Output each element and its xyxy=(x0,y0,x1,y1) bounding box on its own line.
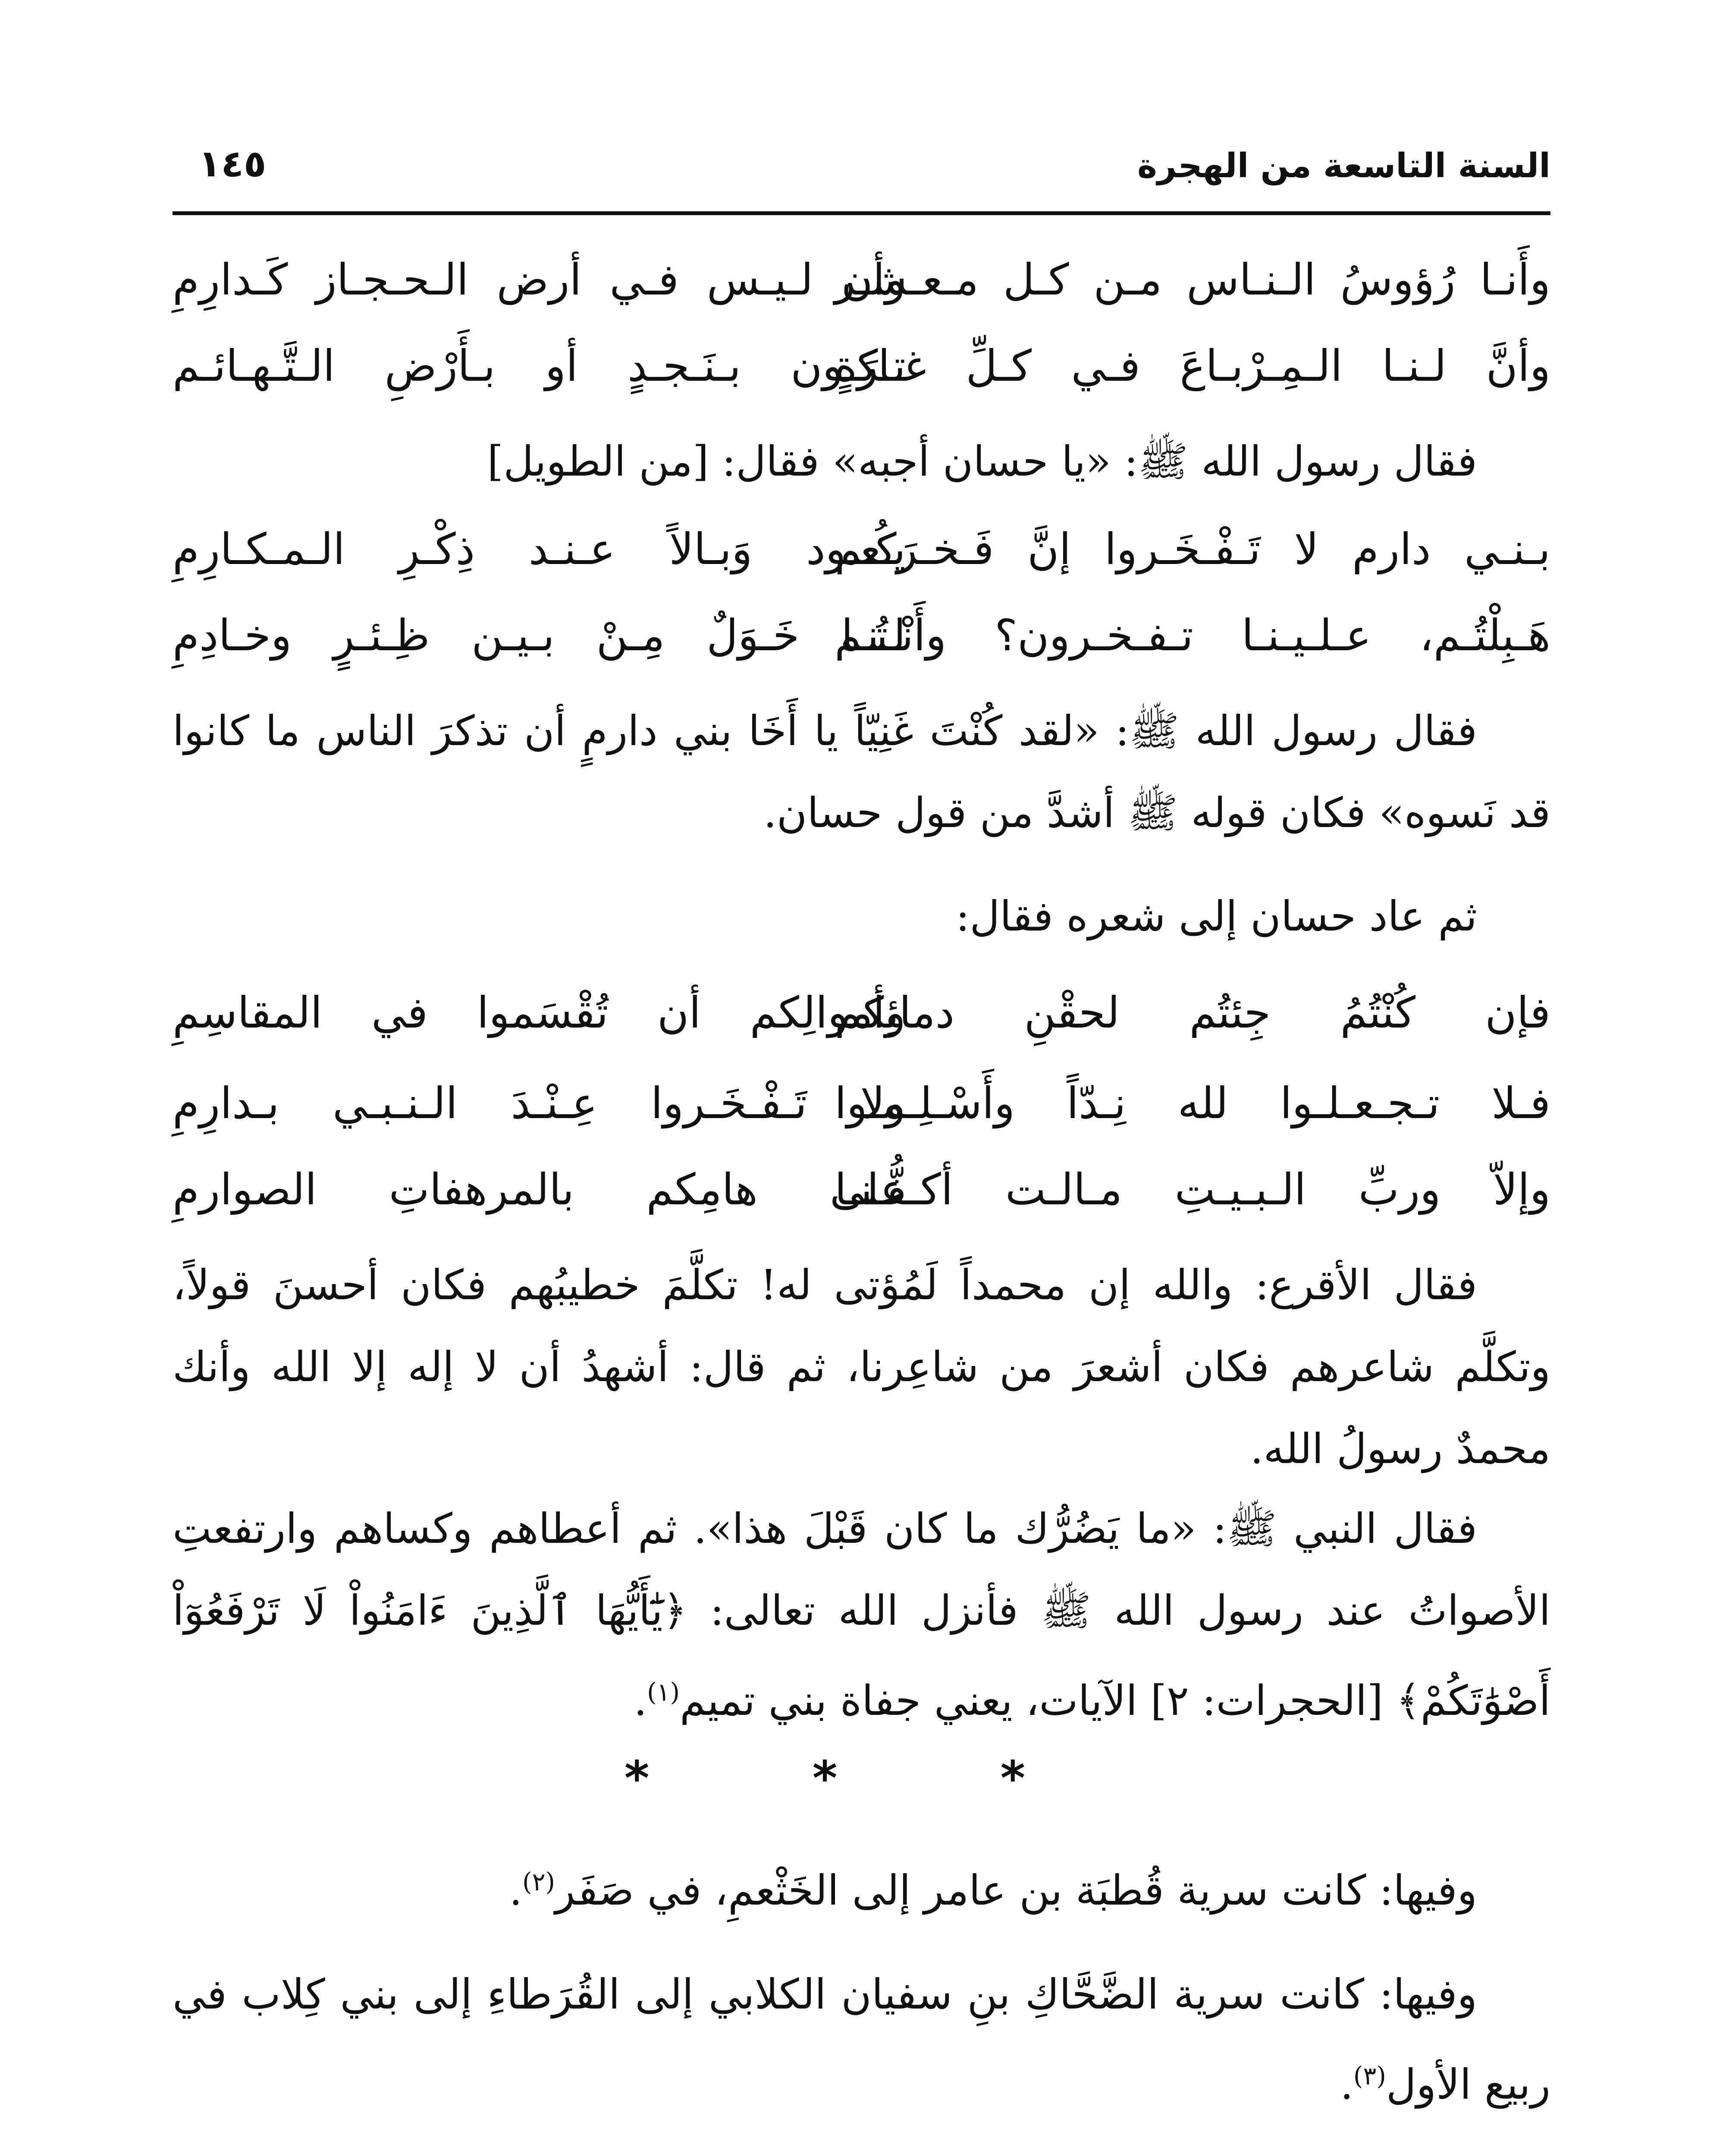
footnote-marker: (١) xyxy=(647,1678,680,1707)
verse-first-hemistich: بـنـي دارم لا تَـفْـخَـروا إنَّ فَـخـرَكُـم xyxy=(835,524,1550,574)
verse-second-hemistich: يـعـود وَبـالاً عـنـد ذِكْـرِ الـمـكـارِمِ xyxy=(173,524,906,574)
page-number: ١٤٥ xyxy=(198,142,267,185)
running-head: السنة التاسعة من الهجرة xyxy=(1137,147,1550,185)
paragraph: ثم عاد حسان إلى شعره فقال: xyxy=(956,892,1477,940)
page-header xyxy=(173,129,1550,215)
verse-second-hemistich: لـنـا خَـوَلٌ مِـنْ بـيـن ظِـئـرٍ وخـادِمِ xyxy=(173,610,906,661)
paragraph-text: وفيها: كانت سرية قُطبَة بن عامر إلى الخَثْعمِ، في صَفَر xyxy=(555,1866,1477,1915)
paragraph: فقال رسول الله ﷺ: «يا حسان أجبه» فقال: [من الطويل] xyxy=(487,437,1477,486)
verse-line xyxy=(173,341,1550,418)
verse-first-hemistich: هَـبِلْتُـم، عـلـيـنـا تـفـخـرون؟ وأَنْـتُـم xyxy=(835,610,1550,661)
paragraph xyxy=(173,1841,1550,1931)
paragraph: فقال رسول الله ﷺ: «لقد كُنْتَ غَنِيّاً يا أَخَا بني دارمٍ أن تذكرَ الناس ما كانوا قد نَسوه» فكان قوله ﷺ أشدَّ من قول حسان. xyxy=(173,707,1550,837)
verse-second-hemistich: وأن لـيـس فـي أرض الـحـجـاز كَـدارِمِ xyxy=(173,254,906,305)
verse-first-hemistich: فإن كُنْتُمُ جِئتُم لحقْنِ دمائِكم xyxy=(835,987,1550,1038)
verse-second-hemistich: ولا تَـفْـخَـروا عِـنْـدَ الـنـبـي بـدارِمِ xyxy=(173,1078,906,1128)
paragraph-end: . xyxy=(1340,2060,1353,2109)
footnote-marker: (٢) xyxy=(522,1868,556,1896)
footnote-marker: (٣) xyxy=(1353,2062,1386,2090)
verse-first-hemistich: وأنَّ لـنـا الـمِـرْبـاعَ فـي كـلِّ غـارَةٍ xyxy=(835,341,1550,391)
paragraph: فقال الأقرع: والله إن محمداً لَمُؤتى له! تكلَّمَ خطيبُهم فكان أحسنَ قولاً، وتكلَّم شاعرهم فكان أشعرَ من شاعِرنا، ثم قال: أشهدُ أن لا إله إلا الله وأنك محمدٌ رسولُ الله. xyxy=(173,1261,1550,1473)
verse-line xyxy=(173,987,1550,1065)
verse-second-hemistich: تـكـون بـنَـجـدٍ أو بـأَرْضِ الـتَّـهـائـم xyxy=(173,341,906,391)
verse-line xyxy=(173,524,1550,602)
verse-second-hemistich: على هامِكم بالمرهفاتِ الصوارمِ xyxy=(173,1164,906,1215)
verse-first-hemistich: فـلا تـجـعـلـوا لله نِـدّاً وأَسْـلِـمـوا xyxy=(835,1078,1550,1128)
verse-line xyxy=(173,1164,1550,1242)
verse-first-hemistich: وإلاّ وربِّ الـبـيـتِ مـالـت أكـفُّـنـا xyxy=(835,1164,1550,1215)
paragraph xyxy=(173,1488,1550,1742)
paragraph-text: فقال النبي ﷺ: «ما يَضُرُّك ما كان قَبْلَ هذا». ثم أعطاهم وكساهم وارتفعتِ الأصواتُ عند رسول الله ﷺ فأنزل الله تعالى: ﴿يَٰٓأَيُّهَا ٱلَّذِينَ ءَامَنُواْ لَا تَرْفَعُوٓاْ أَصْوَٰتَكُمْ﴾ [الحجرات: ٢] الآيات، يعني جفاة بني تميم xyxy=(173,1504,1550,1725)
verse-line xyxy=(173,254,1550,332)
paragraph xyxy=(173,1953,1550,2125)
paragraph-end: . xyxy=(509,1866,523,1915)
paragraph-end: . xyxy=(634,1677,647,1725)
paragraph-text: وفيها: كانت سرية الضَّحَّاكِ بنِ سفيان الكلابي إلى القُرَطاءِ إلى بني كِلاب في ربيع الأول xyxy=(173,1970,1550,2109)
verse-first-hemistich: وأَنـا رُؤوسُ الـنـاس مـن كـل مـعـشـر xyxy=(835,254,1550,305)
verse-line xyxy=(173,610,1550,688)
verse-second-hemistich: وأموالِكم أن تُقْسَموا في المقاسِمِ xyxy=(173,987,906,1038)
section-divider-stars: * * * xyxy=(624,1751,1099,1806)
verse-line xyxy=(173,1078,1550,1156)
